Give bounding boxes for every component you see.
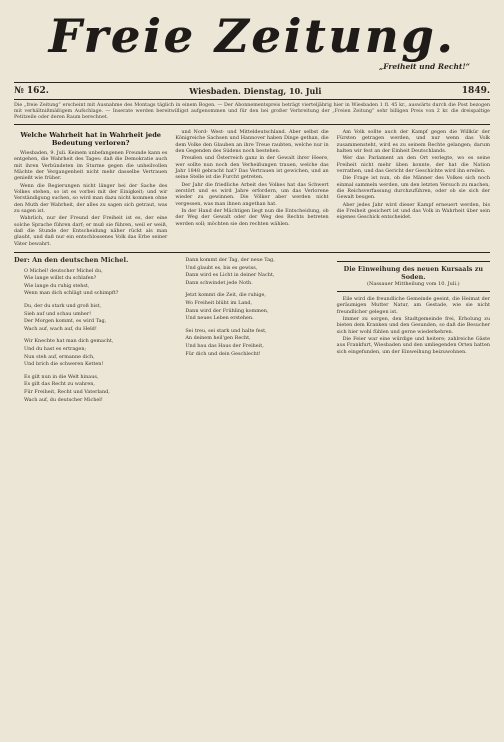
poem-line: Wie lange willst du schlafen? [24, 275, 97, 282]
poem-line: Wach auf, wach auf, du Held! [24, 325, 97, 332]
poem-line: Wie lange du ruhig stehst, [24, 282, 90, 289]
section-heading: Die Einweihung des neuen Kursaals zu Soden. [343, 265, 483, 282]
poem-line: Der Morgen kommt, es wird Tag, [24, 318, 107, 325]
column-right [337, 129, 490, 248]
article-paragraph: In der Hand der Mächtigen liegt nun die Entscheidung, ob der Weg der Gewalt oder der Weg des Rechts betreten werden soll; möchten sie den rechten wählen. [175, 208, 329, 227]
poem-line: Dann wird es Licht in deiner Nacht, [185, 272, 275, 279]
poem-line: O Michel! deutscher Michel du, [24, 267, 103, 274]
newspaper-title: Freie Zeitung. [48, 9, 456, 63]
poem-line: Jetzt kommt die Zeit, die ruhige, [185, 292, 266, 299]
column-left [14, 129, 167, 248]
poem-line: Dann schwindet jede Noth. [185, 279, 253, 286]
poem-line: Wo Freiheit blüht im Land, [185, 299, 253, 306]
poem-line: Und bau das Haus der Freiheit, [185, 342, 264, 349]
masthead [14, 6, 490, 76]
article-paragraph: Der Jahr die friedliche Arbeit des Volkes hat das Schwert zerstört und es wird Jahre erfordern, um das Verlorene wieder zu gewinnen. Die Völker aber werden nicht vergessen, was man ihnen angethan hat. [175, 181, 329, 207]
poem-line: Und du hast es ertragen; [24, 345, 87, 352]
upper-columns [14, 129, 490, 248]
issue-number: № 162. [14, 86, 49, 96]
poem-line: Sieh auf und schau umher! [24, 310, 92, 317]
article-heading: Welche Wahrheit hat in Wahrheit jede Bedeutung verloren? [20, 131, 161, 147]
poem-line: Für Freiheit, Recht und Vaterland, [24, 388, 110, 395]
article-paragraph: Aber jedes Jahr wird dieser Kampf erneuert werden, bis die Freiheit gesichert ist und das Volk in Wahrheit über sein eigenes Geschick entscheidet. [336, 201, 490, 221]
year: 1849. [461, 86, 490, 96]
poem-line: Wenn man dich schlägt und schimpft? [24, 290, 119, 297]
poem-line: Es gilt nun in die Welt hinaus, [24, 373, 99, 380]
poem-line: Und neues Leben erstehen. [185, 315, 254, 322]
poem-line: Du, der du stark und groß bist, [24, 302, 102, 309]
poem-line: Dann wird der Frühling kommen, [185, 307, 269, 314]
article-paragraph: Immer zu sorgen, den Stadtgemeinde frei, Erholung zu bieten dem Kranken und den Gesunden, so daß die Besucher sich hier wohl fühlen und gerne wiederkehren. [336, 316, 490, 335]
article-paragraph: Am Volk sollte auch der Kampf gegen die Willkür der Fürsten getragen werden, und nur wenn das Volk zusammensteht, wird es zu seinem Rechte gelangen; darum halten wir fest an der Einheit Deutschlands. [336, 129, 490, 154]
poem-line: Und brich die schweren Ketten! [24, 361, 104, 368]
poem-line: Wir Knechte hat man dich gemacht, [24, 338, 114, 345]
poem-line: An deinem heil'gen Recht, [185, 335, 251, 342]
poem-heading: Der: An den deutschen Michel. [14, 256, 129, 265]
poem-right [175, 257, 328, 404]
article-paragraph: Die Feier war eine würdige und heitere; zahlreiche Gäste aus Frankfurt, Wiesbaden und den umliegenden Orten hatten sich eingefunden, um der Einweihung beizuwohnen. [336, 336, 490, 355]
section-subheading: (Nassauer Mittheilung vom 10. Juli.) [367, 281, 460, 288]
column-right-lower [337, 257, 490, 404]
poem-line: Wach auf, du deutscher Michel! [24, 396, 103, 403]
article-paragraph: Wiesbaden, 9. Juli. Keinem unbefangenen Freunde kann es entgehen, die Wahrheit des Tages: daß die Demokratie auch mit ihren Verbündeten im Sturme gegen die unheilvollen Mächte der Vergangenheit nicht mehr dasselbe Vertrauen genießt wie früher. [14, 150, 168, 182]
article-paragraph: Wahrlich, nur der Freund der Freiheit ist es, der eine solche Sprache führen darf; er muß sie führen, weil er weiß, daß die Stunde der Entscheidung näher rückt als man glaubt, und daß nur ein entschlossenes Volk das Erbe seiner Väter bewahrt. [14, 215, 168, 247]
poem-line: Dann kommt der Tag, der neue Tag, [185, 257, 275, 264]
poem-line: Nun steh auf, ermanne dich, [24, 353, 95, 360]
article-paragraph: Die Frage ist nun, ob die Männer des Volkes sich noch einmal sammeln werden, um den letzten Versuch zu machen, die Reichsverfassung durchzuführen, oder ob sie sich der Gewalt beugen. [336, 175, 490, 201]
subscription-notice: Die „freie Zeitung“ erscheint mit Ausnahme des Montags täglich in einem Bogen. — Der Abonnementspreis beträgt vierteljährig hier in Wiesbaden 1 fl. 45 kr., auswärts durch die Post bezogen mit verhältnißmäßigem Aufschlage. — Inserate werden bereitwilligst aufgenommen und für den bei großer Verbreitung der „Freien Zeitung“ sehr billigen Preis von 2 kr. die dreispaltige Petitzeile oder deren Raum berechnet. [14, 100, 490, 125]
article-paragraph: Wer das Parlament an den Ort verlegte, wo es seine Freiheit nicht mehr üben konnte, der hat die Nation verrathen, und das Gericht der Geschichte wird ihn ereilen. [336, 155, 490, 174]
lower-columns [14, 257, 490, 404]
place-date: Wiesbaden. Dienstag, 10. Juli [189, 86, 322, 96]
poem-line: Sei treu, sei stark und halte fest, [185, 327, 267, 334]
article-paragraph: und Nord- West- und Mitteldeutschland. Aber selbst die Königreiche Sachsen und Hannover haben Dinge gethan, die dem Volke den Glauben an ihre Treue raubten, welche nur in den Gegenden des Südens noch bestehen. [175, 129, 329, 154]
article-paragraph: Preußen und Österreich ganz in der Gewalt ihrer Heere, wer sollte nun noch den Verheißungen trauen, welche das Jahr 1848 gebracht hat? Das Vertrauen ist gewichen, und an seine Stelle ist die Furcht getreten. [175, 155, 329, 181]
article-paragraph: Wenn die Regierungen nicht länger bei der Sache des Volkes stehen, so ist es vorbei mit der Einigkeit; und wir Verständigung suchen, so wird man dazu nicht kommen ohne den Muth der Wahrheit, der alles zu sagen sich getraut, was zu sagen ist. [14, 182, 168, 214]
poem-line: Und glaubt es, bis es gewiss, [185, 264, 258, 271]
article-paragraph: Eile wird die freundliche Gemeinde geeint, die Heimat der geräumigen Mutter Natur, am Gestade, wie sie nicht freundlicher gelegen ist. [336, 296, 490, 315]
poem-line: Für dich und dein Geschlecht! [185, 350, 261, 357]
poem-left [14, 257, 167, 404]
dateline [14, 82, 490, 100]
section-heading-box [337, 261, 490, 292]
column-middle [175, 129, 328, 248]
section-divider [14, 252, 490, 253]
poem-line: Es gilt das Recht zu wahren, [24, 381, 95, 388]
newspaper-motto: „Freiheit und Recht!“ [378, 62, 470, 71]
